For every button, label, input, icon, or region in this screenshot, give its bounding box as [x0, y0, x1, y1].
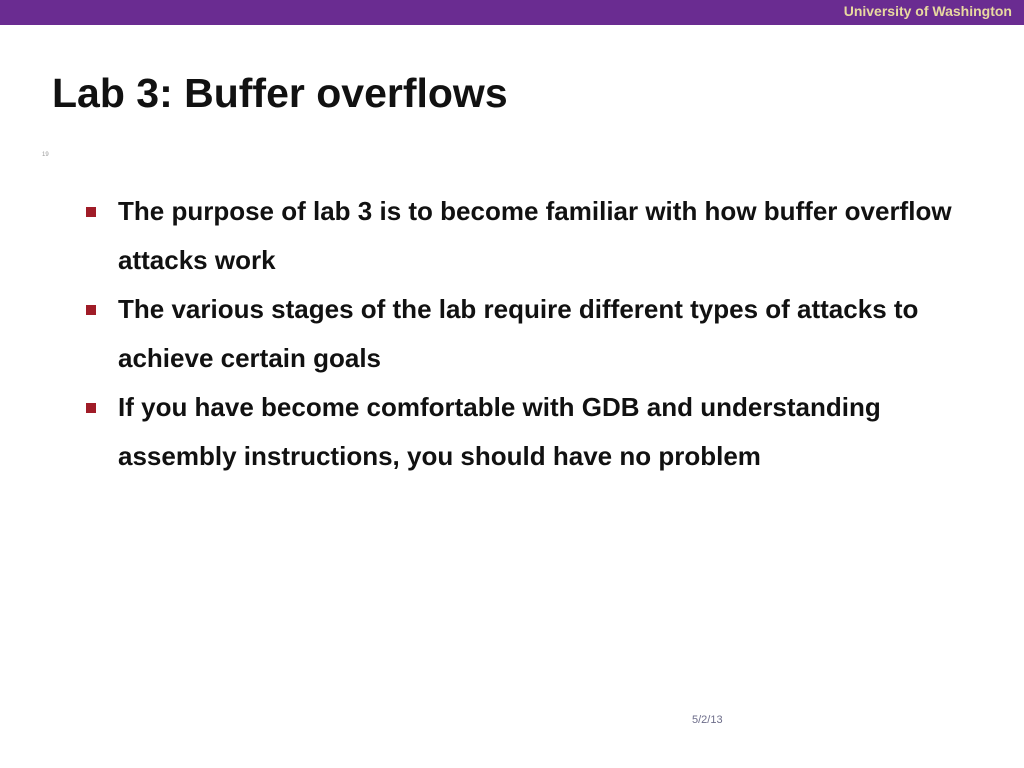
square-bullet-icon — [86, 305, 96, 315]
bullet-item — [80, 285, 960, 383]
square-bullet-icon — [86, 403, 96, 413]
bullet-text: The purpose of lab 3 is to become familiar with how buffer overflow attacks work — [118, 196, 952, 275]
square-bullet-icon — [86, 207, 96, 217]
header-bar — [0, 0, 1024, 25]
bullet-item — [80, 383, 960, 481]
slide-date: 5/2/13 — [692, 714, 723, 726]
bullet-item — [80, 187, 960, 285]
institution-name: University of Washington — [843, 3, 1012, 19]
slide-title: Lab 3: Buffer overflows — [52, 70, 508, 116]
bullet-list — [80, 187, 960, 481]
bullet-text: The various stages of the lab require different types of attacks to achieve certain goals — [118, 294, 919, 373]
bullet-text: If you have become comfortable with GDB and understanding assembly instructions, you should have no problem — [118, 392, 881, 471]
slide-number: 19 — [42, 152, 49, 158]
